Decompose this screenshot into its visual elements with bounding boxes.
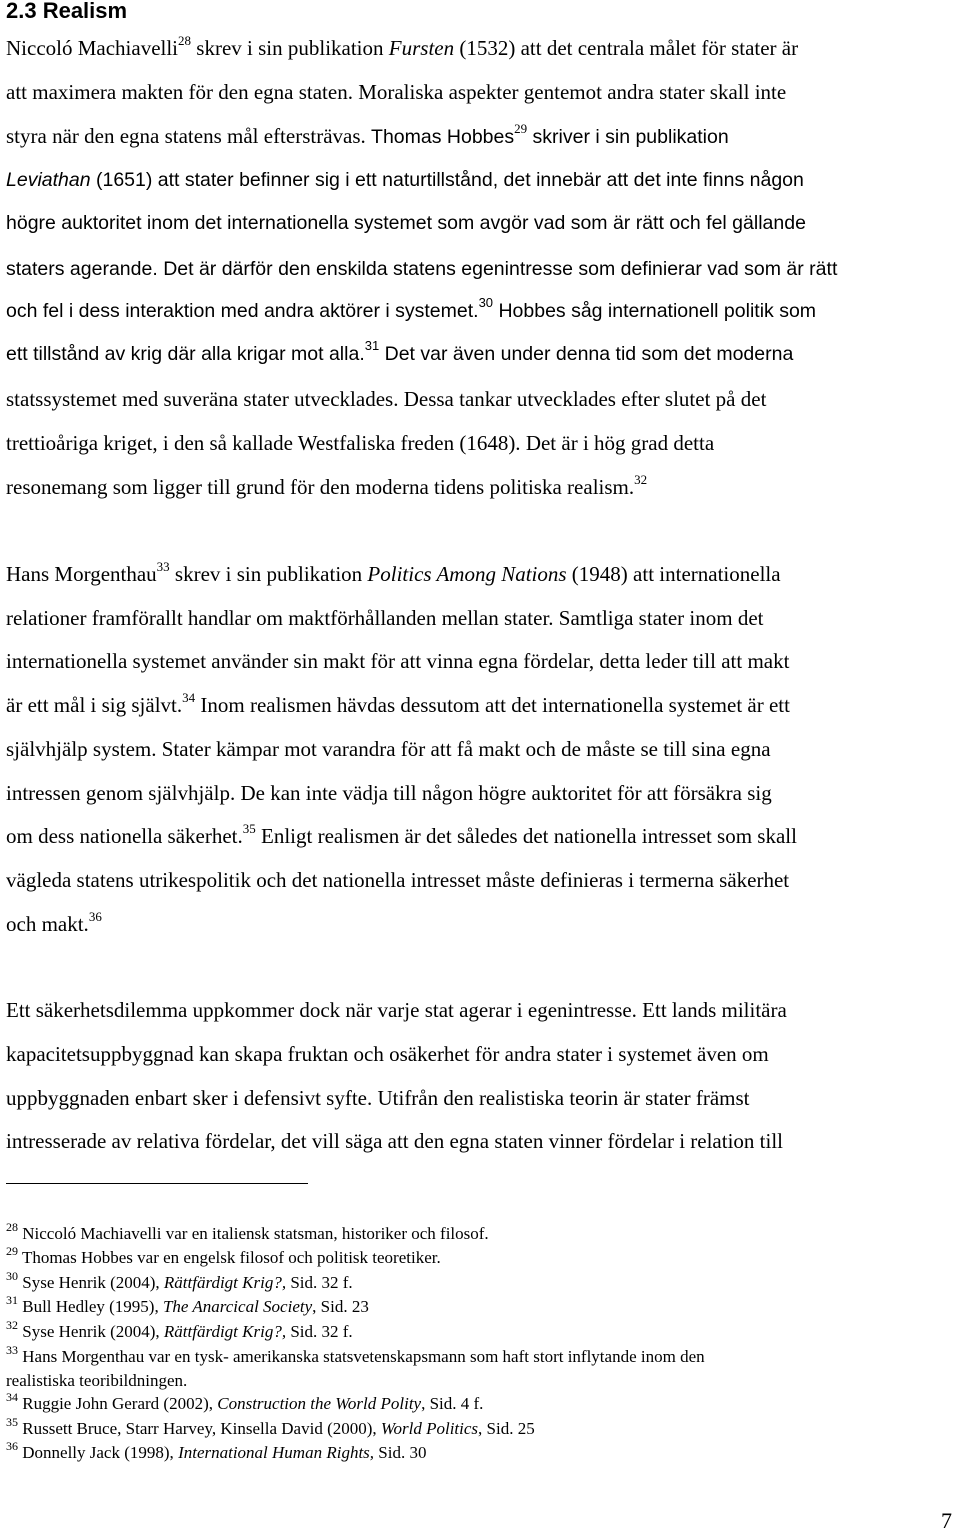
text-line: relationer framförallt handlar om maktförhållanden mellan stater. Samtliga stater inom det bbox=[6, 606, 764, 630]
footnote-ref-31[interactable]: 31 bbox=[364, 338, 380, 353]
text-line: högre auktoritet inom det internationella systemet som avgör vad som är rätt och fel gällande bbox=[6, 212, 806, 234]
text-line: intressen genom självhjälp. De kan inte vädja till någon högre auktoritet för att försäkra sig bbox=[6, 781, 772, 805]
text-run: trettioåriga kriget, i den så kallade Westfaliska freden (1648). bbox=[6, 431, 526, 455]
text-line: att maximera makten för den egna staten. Moraliska aspekter gentemot andra stater skall inte bbox=[6, 80, 787, 104]
text-line bbox=[6, 256, 837, 281]
footnote-source-title: World Politics bbox=[380, 1419, 479, 1438]
footnote-number: 30 bbox=[6, 1269, 18, 1283]
page-number: 7 bbox=[941, 1508, 952, 1533]
text-line: självhjälp system. Stater kämpar mot varandra för att få makt och de måste se till sina egna bbox=[6, 737, 771, 761]
footnote-source-title: The Anarcical Society bbox=[162, 1297, 313, 1316]
footnote-number: 33 bbox=[6, 1343, 18, 1357]
text-line: kapacitetsuppbyggnad kan skapa fruktan och osäkerhet för andra stater i systemet även om bbox=[6, 1042, 769, 1066]
footnote-number: 31 bbox=[6, 1293, 18, 1307]
book-title: Leviathan bbox=[6, 169, 91, 191]
footnote-text: Russett Bruce, Starr Harvey, Kinsella David (2000), bbox=[22, 1419, 381, 1438]
footnote-source-title: Rättfärdigt Krig?, bbox=[163, 1322, 287, 1341]
text-line bbox=[6, 472, 648, 500]
footnote-number: 34 bbox=[6, 1390, 18, 1404]
text-line: intresserade av relativa fördelar, det vill säga att den egna staten vinner fördelar i relation till bbox=[6, 1129, 783, 1153]
footnote-30 bbox=[6, 1269, 353, 1293]
footnote-36 bbox=[6, 1439, 427, 1463]
footnote-number: 32 bbox=[6, 1318, 18, 1332]
footnote-28 bbox=[6, 1220, 489, 1244]
text-line: internationella systemet använder sin makt för att vinna egna fördelar, detta leder till att makt bbox=[6, 649, 790, 673]
footnote-ref-28[interactable]: 28 bbox=[178, 33, 192, 48]
footnote-32 bbox=[6, 1318, 353, 1342]
footnote-text: , Sid. 25 bbox=[478, 1419, 535, 1438]
text-run: och makt. bbox=[6, 912, 89, 936]
footnote-number: 28 bbox=[6, 1220, 18, 1234]
text-run: styra när den egna statens mål eftersträvas. bbox=[6, 124, 372, 148]
footnote-text: , Sid. 4 f. bbox=[421, 1394, 484, 1413]
footnote-35 bbox=[6, 1415, 535, 1439]
text-run: skrev i sin publikation bbox=[191, 36, 389, 60]
footnote-text: , Sid. 23 bbox=[312, 1297, 369, 1316]
footnote-ref-34[interactable]: 34 bbox=[182, 690, 196, 705]
text-run: Det var även under denna tid som det moderna bbox=[379, 343, 794, 365]
footnote-text: Sid. 32 f. bbox=[286, 1273, 353, 1292]
text-run: Dessa tankar utvecklades efter slutet på det bbox=[403, 387, 767, 411]
text-run: skrev i sin publikation bbox=[169, 562, 368, 586]
text-line bbox=[6, 338, 794, 366]
footnote-text: Ruggie John Gerard (2002), bbox=[22, 1394, 218, 1413]
footnote-ref-33[interactable]: 33 bbox=[156, 559, 170, 574]
text-line bbox=[6, 909, 102, 937]
book-title: Politics Among Nations bbox=[367, 562, 567, 586]
footnote-text: Thomas Hobbes var en engelsk filosof och politisk teoretiker. bbox=[21, 1248, 441, 1267]
text-line bbox=[6, 559, 781, 587]
footnote-text: Sid. 30 bbox=[374, 1443, 427, 1462]
text-run: Det är i hög grad detta bbox=[525, 431, 715, 455]
text-run: ett tillstånd av krig där alla krigar mot alla. bbox=[6, 343, 365, 365]
footnote-31 bbox=[6, 1293, 369, 1317]
footnote-separator bbox=[6, 1183, 308, 1184]
footnote-33-continuation: realistiska teoribildningen. bbox=[6, 1371, 188, 1390]
footnote-source-title: Rättfärdigt Krig?, bbox=[163, 1273, 287, 1292]
text-line: Ett säkerhetsdilemma uppkommer dock när varje stat agerar i egenintresse. Ett lands militära bbox=[6, 998, 787, 1022]
footnote-text: Donnelly Jack (1998), bbox=[22, 1443, 179, 1462]
book-title: Fursten bbox=[388, 36, 455, 60]
text-run: om dess nationella säkerhet. bbox=[6, 824, 243, 848]
text-run: och fel i dess interaktion med andra aktörer i systemet. bbox=[6, 300, 479, 322]
text-line bbox=[6, 431, 714, 456]
footnote-text: Syse Henrik (2004), bbox=[22, 1322, 164, 1341]
text-line bbox=[6, 295, 817, 323]
text-run: Inom realismen hävdas dessutom att det internationella systemet är ett bbox=[195, 693, 790, 717]
text-line bbox=[6, 121, 729, 149]
text-run: Enligt realismen är det således det nationella intresset som skall bbox=[255, 824, 797, 848]
text-line bbox=[6, 690, 790, 718]
text-run: Thomas Hobbes bbox=[371, 126, 515, 148]
text-line bbox=[6, 821, 797, 849]
text-line bbox=[6, 387, 766, 412]
footnote-text: Bull Hedley (1995), bbox=[22, 1297, 163, 1316]
footnote-text: Niccoló Machiavelli var en italiensk statsman, historiker och filosof. bbox=[22, 1224, 489, 1243]
text-run: (1532) att det centrala målet för stater är bbox=[454, 36, 799, 60]
footnote-29 bbox=[6, 1244, 441, 1268]
footnote-source-title: International Human Rights, bbox=[178, 1443, 375, 1462]
footnote-33 bbox=[6, 1343, 705, 1367]
text-line: vägleda statens utrikespolitik och det nationella intresset måste definieras i termerna säkerhet bbox=[6, 868, 790, 892]
footnote-34 bbox=[6, 1390, 484, 1414]
text-run: (1948) att internationella bbox=[566, 562, 781, 586]
text-line: uppbyggnaden enbart sker i defensivt syfte. Utifrån den realistiska teorin är stater främst bbox=[6, 1086, 750, 1110]
text-run: statssystemet med suveräna stater utvecklades. bbox=[6, 387, 404, 411]
text-run: är ett mål i sig självt. bbox=[6, 693, 183, 717]
text-run: Niccoló Machiavelli bbox=[6, 36, 179, 60]
text-run: resonemang som ligger till grund för den moderna tidens politiska realism. bbox=[6, 475, 635, 499]
text-run: staters agerande. bbox=[6, 258, 164, 280]
footnote-text: Syse Henrik (2004), bbox=[22, 1273, 164, 1292]
footnote-ref-30[interactable]: 30 bbox=[478, 295, 494, 310]
footnote-ref-32[interactable]: 32 bbox=[634, 472, 648, 487]
text-run: Hobbes såg internationell politik som bbox=[493, 300, 817, 322]
footnote-ref-35[interactable]: 35 bbox=[242, 821, 256, 836]
text-run: (1651) att stater befinner sig i ett naturtillstånd, det innebär att det inte finns någon bbox=[90, 169, 804, 191]
footnote-source-title: Construction the World Polity bbox=[217, 1394, 422, 1413]
footnote-text: Hans Morgenthau var en tysk- amerikanska statsvetenskapsmann som haft stort inflytande inom den bbox=[22, 1347, 705, 1366]
footnote-number: 35 bbox=[6, 1415, 18, 1429]
footnote-ref-29[interactable]: 29 bbox=[514, 121, 528, 136]
footnote-text: Sid. 32 f. bbox=[286, 1322, 353, 1341]
text-run: Det är därför den enskilda statens egenintresse som definierar vad som är rätt bbox=[163, 258, 838, 280]
text-line bbox=[6, 33, 799, 61]
footnote-number: 36 bbox=[6, 1439, 18, 1453]
text-run: Hans Morgenthau bbox=[6, 562, 157, 586]
text-line bbox=[6, 169, 804, 192]
text-run: skriver i sin publikation bbox=[527, 126, 729, 148]
section-heading: 2.3 Realism bbox=[6, 0, 128, 23]
footnote-number: 29 bbox=[6, 1244, 18, 1258]
footnote-ref-36[interactable]: 36 bbox=[88, 909, 102, 924]
